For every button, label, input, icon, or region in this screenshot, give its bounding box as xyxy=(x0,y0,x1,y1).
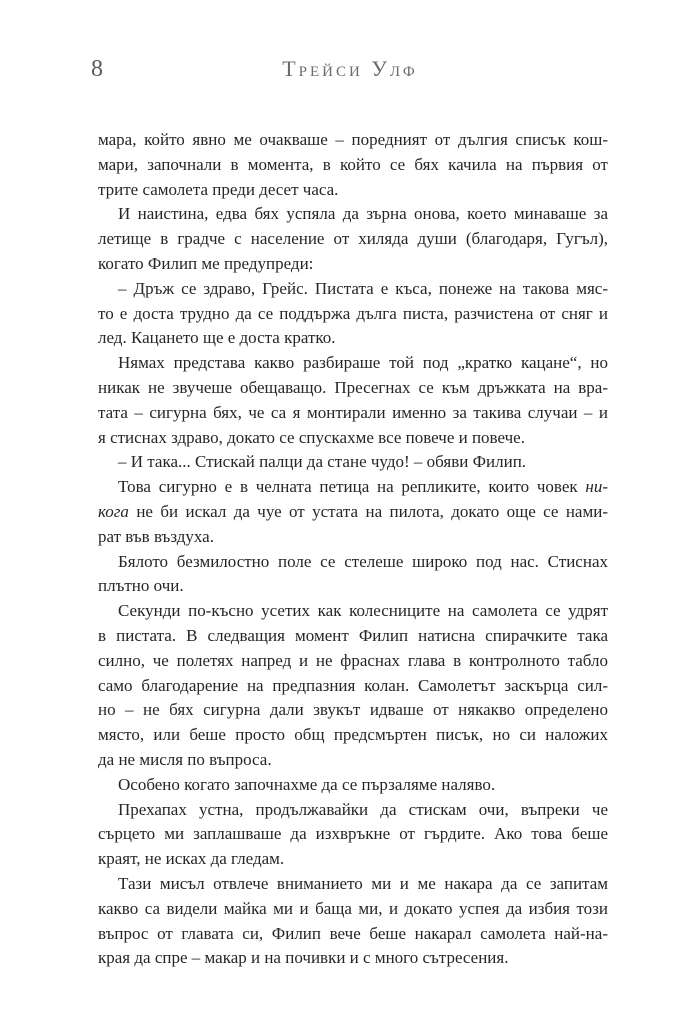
text-line: плътно очи. xyxy=(98,576,184,596)
text-line: Прехапах устна, продължавайки да стискам очи, въпреки че xyxy=(118,799,608,819)
text-line: да не мисля по въпроса. xyxy=(98,749,272,769)
text-line: какво са видели майка ми и баща ми, и докато успея да избия този xyxy=(98,898,608,918)
text-line: И наистина, едва бях успяла да зърна онова, което минаваше за xyxy=(118,204,608,224)
text-run: Това сигурно е в челната петица на репликите, които човек xyxy=(118,477,586,497)
text-line: – И така... Стискай палци да стане чудо! – обяви Филип. xyxy=(118,452,527,472)
text-line xyxy=(98,500,608,525)
text-line: рат във въздуха. xyxy=(98,526,214,546)
text-line: въпрос от главата си, Филип вече беше накарал самолета най-на- xyxy=(98,923,608,943)
body-text xyxy=(98,128,608,971)
emphasis-text: кога xyxy=(98,501,129,521)
text-line: само благодарение на предпазния колан. Самолетът заскърца сил- xyxy=(98,675,608,695)
emphasis-text: ни- xyxy=(585,477,608,497)
text-line: Особено когато започнахме да се пързаляме наляво. xyxy=(118,774,496,794)
text-line: но – не бях сигурна дали звукът идваше от някакво определено xyxy=(98,700,608,720)
text-line: мара, който явно ме очакваше – поредният от дългия списък кош- xyxy=(98,130,608,149)
page-number: 8 xyxy=(91,56,103,82)
text-run: не би искал да чуе от устата на пилота, докато още се нами- xyxy=(128,501,608,521)
running-title: Трейси Улф xyxy=(282,56,418,81)
text-line xyxy=(98,475,608,500)
text-line: края да спре – макар и на почивки и с много сътресения. xyxy=(98,948,509,968)
text-line: тата – сигурна бях, че са я монтирали именно за такива случаи – и xyxy=(98,402,608,422)
text-line: място, или беше просто общ предсмъртен писък, но си наложих xyxy=(98,725,608,745)
text-line: никак не звучеше обещаващо. Пресегнах се към дръжката на вра- xyxy=(98,377,608,397)
text-line: Бялото безмилостно поле се стелеше широко под нас. Стиснах xyxy=(118,551,608,571)
text-line: силно, че полетях напред и не фраснах глава в контролното табло xyxy=(98,650,608,670)
text-line: я стиснах здраво, докато се спускахме все повече и повече. xyxy=(98,427,525,447)
text-line: краят, не исках да гледам. xyxy=(98,849,285,869)
text-line: трите самолета преди десет часа. xyxy=(98,179,339,199)
text-line: Нямах представа какво разбираше той под „кратко кацане“, но xyxy=(118,353,608,373)
text-line: Тази мисъл отвлече вниманието ми и ме накара да се запитам xyxy=(118,873,608,893)
text-line: – Дръж се здраво, Грейс. Пистата е къса, понеже на такова мяс- xyxy=(118,278,608,298)
text-line: лед. Кацането ще е доста кратко. xyxy=(98,328,336,348)
page-header xyxy=(0,56,700,96)
text-line: когато Филип ме предупреди: xyxy=(98,253,314,273)
text-line: Секунди по-късно усетих как колесниците на самолета се удрят xyxy=(118,601,608,621)
text-line: сърцето ми заплашваше да изхвръкне от гърдите. Ако това беше xyxy=(98,824,608,844)
text-line: летище в градче с население от хиляда души (благодаря, Гугъл), xyxy=(98,229,608,249)
text-line: в пистата. В следващия момент Филип натисна спирачките така xyxy=(98,625,608,645)
text-line: то е доста трудно да се поддържа дълга писта, разчистена от сняг и xyxy=(98,303,608,323)
text-line: мари, започнали в момента, в който се бях качила на първия от xyxy=(98,154,608,174)
